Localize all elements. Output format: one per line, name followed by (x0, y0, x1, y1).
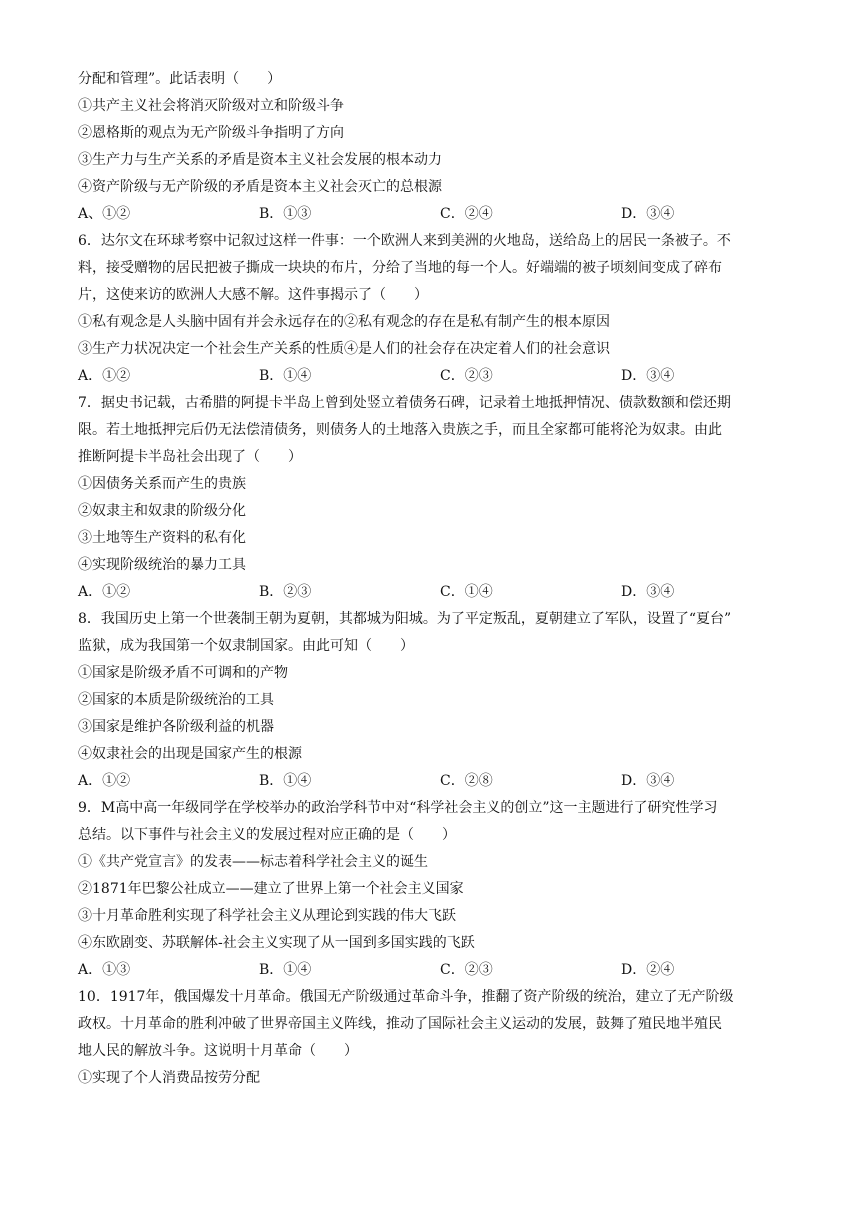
question-stem-line: 监狱，成为我国第一个奴隶制国家。由此可知（ ） (78, 638, 414, 654)
option-line: ②1871年巴黎公社成立——建立了世界上第一个社会主义国家 (78, 881, 464, 897)
question-list (78, 66, 786, 1092)
option-line: ①实现了个人消费品按劳分配 (78, 1070, 260, 1086)
choice-b[interactable]: B．①③ (259, 206, 312, 222)
answer-choices (78, 201, 786, 228)
option-line: ①《共产党宣言》的发表——标志着科学社会主义的诞生 (78, 854, 428, 870)
choice-b[interactable]: B．①④ (259, 962, 312, 978)
question-stem-line: 9．M高中高一年级同学在学校举办的政治学科节中对“科学社会主义的创立”这一主题进行了研究性学习 (78, 800, 718, 816)
option-line: ①因债务关系而产生的贵族 (78, 476, 246, 492)
choice-d[interactable]: D．③④ (621, 368, 675, 384)
choice-a[interactable]: A．①③ (78, 962, 131, 978)
choice-a[interactable]: A．①② (78, 368, 131, 384)
question-stem-line: 10．1917年，俄国爆发十月革命。俄国无产阶级通过革命斗争，推翻了资产阶级的统治，建立了无产阶级 (78, 989, 734, 1005)
question-stem-line: 限。若土地抵押完后仍无法偿清债务，则债务人的土地落入贵族之手，而且全家都可能将沦为奴隶。由此 (78, 422, 722, 438)
question-stem-line: 推断阿提卡半岛社会出现了（ ） (78, 449, 302, 465)
choice-a[interactable]: A．①② (78, 773, 131, 789)
question-stem-line: 总结。以下事件与社会主义的发展过程对应正确的是（ ） (78, 827, 456, 843)
choice-c[interactable]: C．②④ (440, 206, 493, 222)
option-line: ①共产主义社会将消灭阶级对立和阶级斗争 (78, 98, 344, 114)
question-stem-line: 7．据史书记载，古希腊的阿提卡半岛上曾到处竖立着债务石碑，记录着土地抵押情况、债款数额和偿还期 (78, 395, 731, 411)
option-line: ①国家是阶级矛盾不可调和的产物 (78, 665, 288, 681)
question-7 (78, 390, 786, 606)
choice-d[interactable]: D．③④ (621, 773, 675, 789)
option-line: ③生产力状况决定一个社会生产关系的性质④是人们的社会存在决定着人们的社会意识 (78, 341, 610, 357)
choice-c[interactable]: C．②⑧ (440, 773, 493, 789)
question-6 (78, 228, 786, 390)
option-line: ③国家是维护各阶级利益的机器 (78, 719, 274, 735)
question-stem-line: 地人民的解放斗争。这说明十月革命（ ） (78, 1043, 358, 1059)
option-line: ④实现阶级统治的暴力工具 (78, 557, 246, 573)
choice-c[interactable]: C．①④ (440, 584, 493, 600)
option-line: ②奴隶主和奴隶的阶级分化 (78, 503, 246, 519)
answer-choices (78, 957, 786, 984)
question-5 (78, 66, 786, 228)
choice-d[interactable]: D．③④ (621, 584, 675, 600)
question-stem-line: 6．达尔文在环球考察中记叙过这样一件事：一个欧洲人来到美洲的火地岛，送给岛上的居民一条被子。不 (78, 233, 731, 249)
answer-choices (78, 768, 786, 795)
choice-c[interactable]: C．②③ (440, 368, 493, 384)
option-line: ②恩格斯的观点为无产阶级斗争指明了方向 (78, 125, 344, 141)
question-10 (78, 984, 786, 1092)
option-line: ①私有观念是人头脑中固有并会永远存在的②私有观念的存在是私有制产生的根本原因 (78, 314, 610, 330)
choice-b[interactable]: B．①④ (259, 368, 312, 384)
option-line: ②国家的本质是阶级统治的工具 (78, 692, 274, 708)
option-line: ④东欧剧变、苏联解体-社会主义实现了从一国到多国实践的飞跃 (78, 935, 475, 951)
option-line: ④奴隶社会的出现是国家产生的根源 (78, 746, 302, 762)
question-stem-line: 片，这使来访的欧洲人大感不解。这件事揭示了（ ） (78, 287, 428, 303)
question-stem: 分配和管理”。此话表明（ ） (78, 71, 282, 87)
choice-a[interactable]: A．①② (78, 584, 131, 600)
question-stem-line: 8．我国历史上第一个世袭制王朝为夏朝，其都城为阳城。为了平定叛乱，夏朝建立了军队，设置了“夏台” (78, 611, 732, 627)
option-line: ③十月革命胜利实现了科学社会主义从理论到实践的伟大飞跃 (78, 908, 456, 924)
choice-d[interactable]: D．②④ (621, 962, 675, 978)
choice-c[interactable]: C．②③ (440, 962, 493, 978)
question-8 (78, 606, 786, 795)
choice-b[interactable]: B．②③ (259, 584, 312, 600)
choice-b[interactable]: B．①④ (259, 773, 312, 789)
answer-choices (78, 363, 786, 390)
question-stem-line: 政权。十月革命的胜利冲破了世界帝国主义阵线，推动了国际社会主义运动的发展，鼓舞了殖民地半殖民 (78, 1016, 722, 1032)
choice-a[interactable]: A、①② (78, 206, 131, 222)
choice-d[interactable]: D．③④ (621, 206, 675, 222)
question-9 (78, 795, 786, 984)
option-line: ③生产力与生产关系的矛盾是资本主义社会发展的根本动力 (78, 152, 442, 168)
question-stem-line: 料，接受赠物的居民把被子撕成一块块的布片，分给了当地的每一个人。好端端的被子顷刻间变成了碎布 (78, 260, 722, 276)
option-line: ④资产阶级与无产阶级的矛盾是资本主义社会灭亡的总根源 (78, 179, 442, 195)
answer-choices (78, 579, 786, 606)
option-line: ③土地等生产资料的私有化 (78, 530, 246, 546)
